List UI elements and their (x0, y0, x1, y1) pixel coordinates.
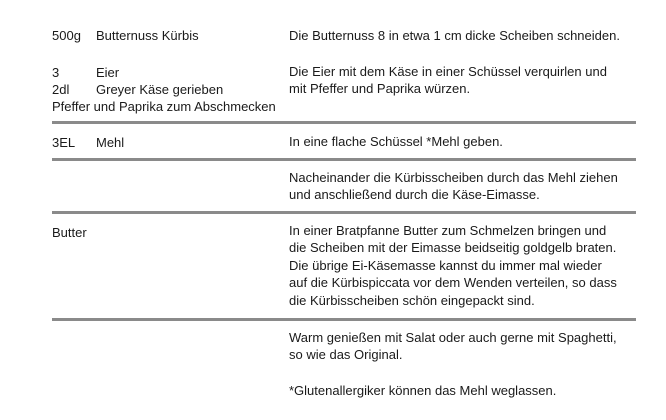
step-text: so wie das Original. (289, 347, 403, 362)
step-text: In eine flache Schüssel *Mehl geben. (289, 134, 503, 149)
ingredient-name: Pfeffer und Paprika zum Abschmecken (52, 99, 276, 114)
ingredient-qty: 3 (52, 65, 60, 80)
step-text: Warm genießen mit Salat oder auch gerne mit Spaghetti, (289, 330, 617, 345)
section-divider (52, 121, 636, 124)
step-text: die Kürbisscheiben schön eingepackt sind. (289, 293, 535, 308)
step-text: Die übrige Ei-Käsemasse kannst du immer mal wieder (289, 258, 602, 273)
section-divider (52, 211, 636, 214)
step-text: In einer Bratpfanne Butter zum Schmelzen bringen und (289, 223, 607, 238)
ingredient-name: Eier (96, 65, 120, 80)
step-text: die Scheiben mit der Eimasse beidseitig goldgelb braten. (289, 240, 617, 255)
ingredient-name: Butter (52, 225, 87, 240)
section-divider (52, 318, 636, 321)
step-text: mit Pfeffer und Paprika würzen. (289, 81, 471, 96)
step-text: und anschließend durch die Käse-Eimasse. (289, 187, 540, 202)
ingredient-qty: 3EL (52, 135, 76, 150)
step-text: Nacheinander die Kürbisscheiben durch das Mehl ziehen (289, 170, 618, 185)
section-divider (52, 158, 636, 161)
step-text: auf die Kürbispiccata vor dem Wenden verteilen, so dass (289, 275, 617, 290)
step-text: Die Butternuss 8 in etwa 1 cm dicke Scheiben schneiden. (289, 28, 620, 43)
step-text: Die Eier mit dem Käse in einer Schüssel verquirlen und (289, 64, 607, 79)
ingredient-qty: 2dl (52, 82, 70, 97)
ingredient-name: Butternuss Kürbis (96, 28, 199, 43)
ingredient-name: Mehl (96, 135, 125, 150)
ingredient-name: Greyer Käse gerieben (96, 82, 224, 97)
ingredient-qty: 500g (52, 28, 81, 43)
footnote-text: *Glutenallergiker können das Mehl weglassen. (289, 383, 557, 398)
